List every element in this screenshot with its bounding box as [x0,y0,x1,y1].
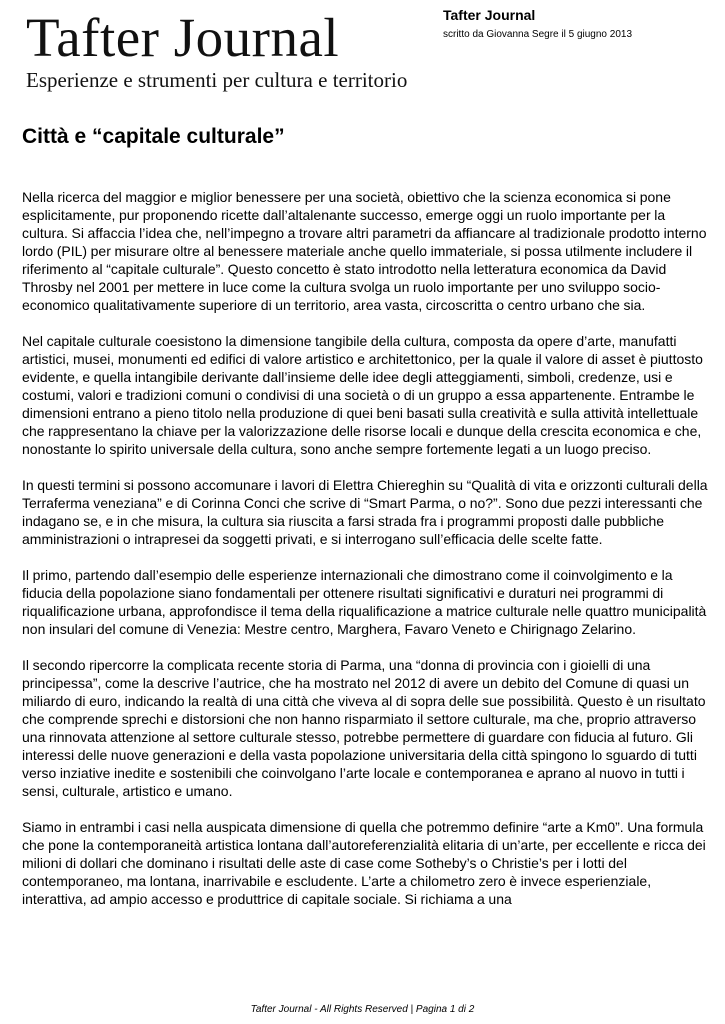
article-paragraph: Nella ricerca del maggior e miglior benessere per una società, obiettivo che la scienza economica si pone esplicitamente, pur proponendo ricette dall’altalenante successo, emerge oggi un ruolo importante per la cultura. Si affaccia l’idea che, nell’impegno a trovare altri parametri da affiancare al tradizionale prodotto interno lordo (PIL) per misurare oltre al benessere materiale anche quello immateriale, si possa utilmente includere il riferimento al “capitale culturale”. Questo concetto è stato introdotto nella letteratura economica da David Throsby nel 2001 per mettere in luce come la cultura svolga un ruolo importante per uno sviluppo socio-economico qualitativamente superiore di un territorio, area vasta, circoscritta o centro urbano che sia. [22,189,707,313]
article-paragraph: In questi termini si possono accomunare i lavori di Elettra Chiereghin su “Qualità di vita e orizzonti culturali della Terraferma veneziana” e di Corinna Conci che scrive di “Smart Parma, o no?”. Sono due pezzi interessanti che indagano se, e in che misura, la cultura sia riuscita a farsi strada fra i programmi proposti dalle pubbliche amministrazioni o intrapresei da soggetti privati, e si interrogano sull’efficacia delle scelte fatte. [22,477,708,547]
article-paragraph: Nel capitale culturale coesistono la dimensione tangibile della cultura, composta da opere d’arte, manufatti artistici, musei, monumenti ed edifici di valore artistico e architettonico, per la quale il valore di asset è piuttosto evidente, e quella intangibile derivante dall’insieme delle idee degli atteggiamenti, simboli, credenze, usi e costumi, valori e tradizioni comuni o condivisi di una società o di un gruppo a essa appartenente. Entrambe le dimensioni entrano a pieno titolo nella produzione di quei beni basati sulla creatività e sulla attività intellettuale che rappresentano la chiave per la valorizzazione delle risorse locali e dunque della crescita economica e che, nonostante lo spirito universale della cultura, sono anche sempre fortemente legati a un luogo preciso. [22,333,703,457]
article-title: Città e “capitale culturale” [22,125,285,148]
article-body [22,188,712,926]
article-paragraph: Il primo, partendo dall’esempio delle esperienze internazionali che dimostrano come il coinvolgimento e la fiducia della popolazione siano fondamentali per ottenere risultati significativi e duraturi nei programmi di riqualificazione urbana, approfondisce il tema della riqualificazione a matrice culturale nelle quattro municipalità non insulari del comune di Venezia: Mestre centro, Marghera, Favaro Veneto e Chirignago Zelarino. [22,567,707,637]
article-byline: scritto da Giovanna Segre il 5 giugno 2013 [443,29,633,40]
site-logo [26,8,426,98]
header-info [443,6,713,42]
logo-title: Tafter Journal [26,7,340,68]
page-footer: Tafter Journal - All Rights Reserved | Pagina 1 di 2 [250,1004,475,1015]
logo-subtitle: Esperienze e strumenti per cultura e territorio [26,68,408,92]
site-name: Tafter Journal [443,7,536,23]
article-paragraph: Siamo in entrambi i casi nella auspicata dimensione di quella che potremmo definire “arte a Km0”. Una formula che pone la contemporaneità artistica lontana dall’autoreferenzialità elitaria di un’arte, per eccellente e ricca dei milioni di dollari che dominano i risultati delle aste di case come Sotheby’s o Christie’s per i lotti del contemporaneo, ma lontana, inarrivabile e escludente. L’arte a chilometro zero è invece esperienziale, interattiva, ad ampio accesso e produttrice di capitale sociale. Si richiama a una [22,819,706,907]
article-paragraph: Il secondo ripercorre la complicata recente storia di Parma, una “donna di provincia con i gioielli di una principessa”, come la descrive l’autrice, che ha mostrato nel 2012 di avere un debito del Comune di quasi un miliardo di euro, indicando la realtà di una città che viveva al di sopra delle sue possibilità. Questo è un risultato che comprende sprechi e distorsioni che non hanno risparmiato il settore culturale, ma che, proprio attraverso una rinnovata attenzione al settore culturale stesso, potrebbe permettere di guardare con fiducia al futuro. Gli interessi delle nuove generazioni e della vasta popolazione universitaria della città spingono lo sguardo di tutti verso inziative inedite e sostenibili che coinvolgano l’arte locale e contemporanea e aprano al nuovo in tutti i sensi, culturale, artistico e umano. [22,657,706,799]
